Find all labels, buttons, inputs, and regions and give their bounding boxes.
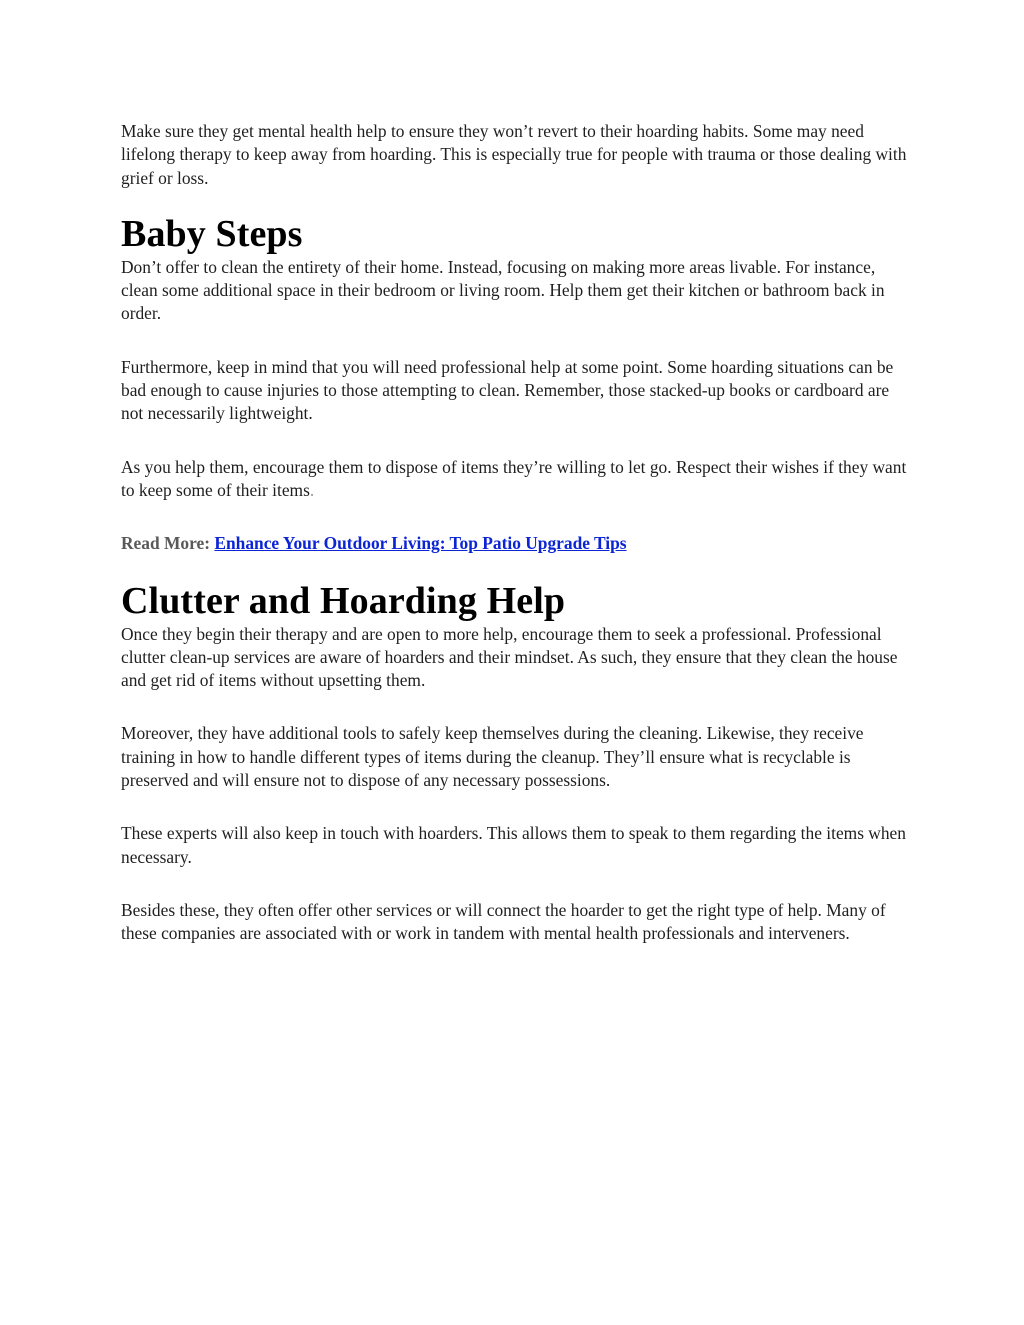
baby-steps-paragraph-1: Don’t offer to clean the entirety of their home. Instead, focusing on making more areas livable. For instance, clean some additional space in their bedroom or living room. Help them get their kitchen or bathroom back in order.: [121, 256, 885, 324]
read-more-link[interactable]: Enhance Your Outdoor Living: Top Patio Upgrade Tips: [214, 533, 627, 554]
document-page: [121, 120, 911, 946]
read-more-label: Read More:: [121, 533, 211, 554]
baby-steps-paragraph-3-text: As you help them, encourage them to dispose of items they’re willing to let go. Respect their wishes if they want to keep some of their items: [121, 456, 907, 500]
baby-steps-paragraph-3-period: .: [309, 479, 315, 500]
clutter-help-paragraph-3: These experts will also keep in touch with hoarders. This allows them to speak to them regarding the items when necessary.: [121, 823, 906, 867]
clutter-help-paragraph-4: Besides these, they often offer other services or will connect the hoarder to get the right type of help. Many of these companies are associated with or work in tandem with mental health professionals and interveners.: [121, 899, 886, 944]
clutter-help-heading: Clutter and Hoarding Help: [121, 579, 566, 622]
baby-steps-paragraph-2: Furthermore, keep in mind that you will need professional help at some point. Some hoarding situations can be bad enough to cause injuries to those attempting to clean. Remember, those stacked-up books or cardboard are not necessarily lightweight.: [121, 356, 894, 424]
intro-paragraph: Make sure they get mental health help to ensure they won’t revert to their hoarding habits. Some may need lifelong therapy to keep away from hoarding. This is especially true for people with trauma or those dealing with grief or loss.: [121, 121, 907, 188]
baby-steps-paragraph-3: [121, 456, 911, 503]
read-more-line: [121, 532, 911, 555]
clutter-help-paragraph-1: Once they begin their therapy and are open to more help, encourage them to seek a professional. Professional clutter clean-up services are aware of hoarders and their mindset. As such, they ensure that they clean the house and get rid of items without upsetting them.: [121, 623, 898, 691]
baby-steps-heading: Baby Steps: [121, 212, 303, 255]
clutter-help-paragraph-2: Moreover, they have additional tools to safely keep themselves during the cleaning. Likewise, they receive training in how to handle different types of items during the cleanup. They’ll ensure what is recyclable is preserved and will ensure not to dispose of any necessary possessions.: [121, 723, 864, 791]
